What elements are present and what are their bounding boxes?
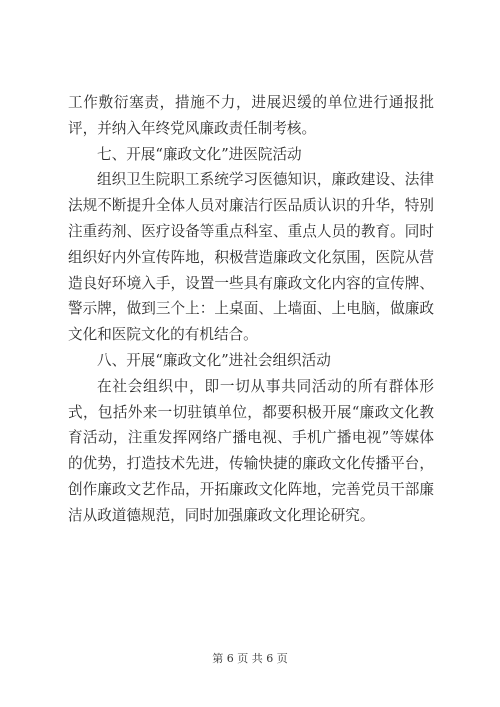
paragraph-continuation: 工作敷衍塞责，措施不力，进展迟缓的单位进行通报批评，并纳入年终党风廉政责任制考核。 <box>68 94 434 137</box>
paragraph-hospital-activity: 组织卫生院职工系统学习医德知识，廉政建设、法律法规不断提升全体人员对廉洁行医品质认识的升华，特别注重药剂、医疗设备等重点科室、重点人员的教育。同时组织好内外宣传阵地，积极营造廉政文化氛围，医院从营造良好环境入手，设置一些具有廉政文化内容的宣传牌、警示牌，做到三个上：上桌面、上墙面、上电脑，做廉政文化和医院文化的有机结合。 <box>68 171 434 344</box>
document-body <box>68 90 434 529</box>
page-number-footer: 第 6 页 共 6 页 <box>212 652 288 665</box>
section-heading-hospital: 七、开展“廉政文化”进医院活动 <box>97 145 302 163</box>
section-heading-social-org: 八、开展“廉政文化”进社会组织活动 <box>97 351 331 369</box>
paragraph-social-org-activity: 在社会组织中，即一切从事共同活动的所有群体形式，包括外来一切驻镇单位，都要积极开展“廉政文化教育活动，注重发挥网络广播电视、手机广播电视”等媒体的优势，打造技术先进，传输快捷的廉政文化传播平台，创作廉政文艺作品，开拓廉政文化阵地，完善党员干部廉洁从政道德规范，同时加强廉政文化理论研究。 <box>68 377 434 524</box>
